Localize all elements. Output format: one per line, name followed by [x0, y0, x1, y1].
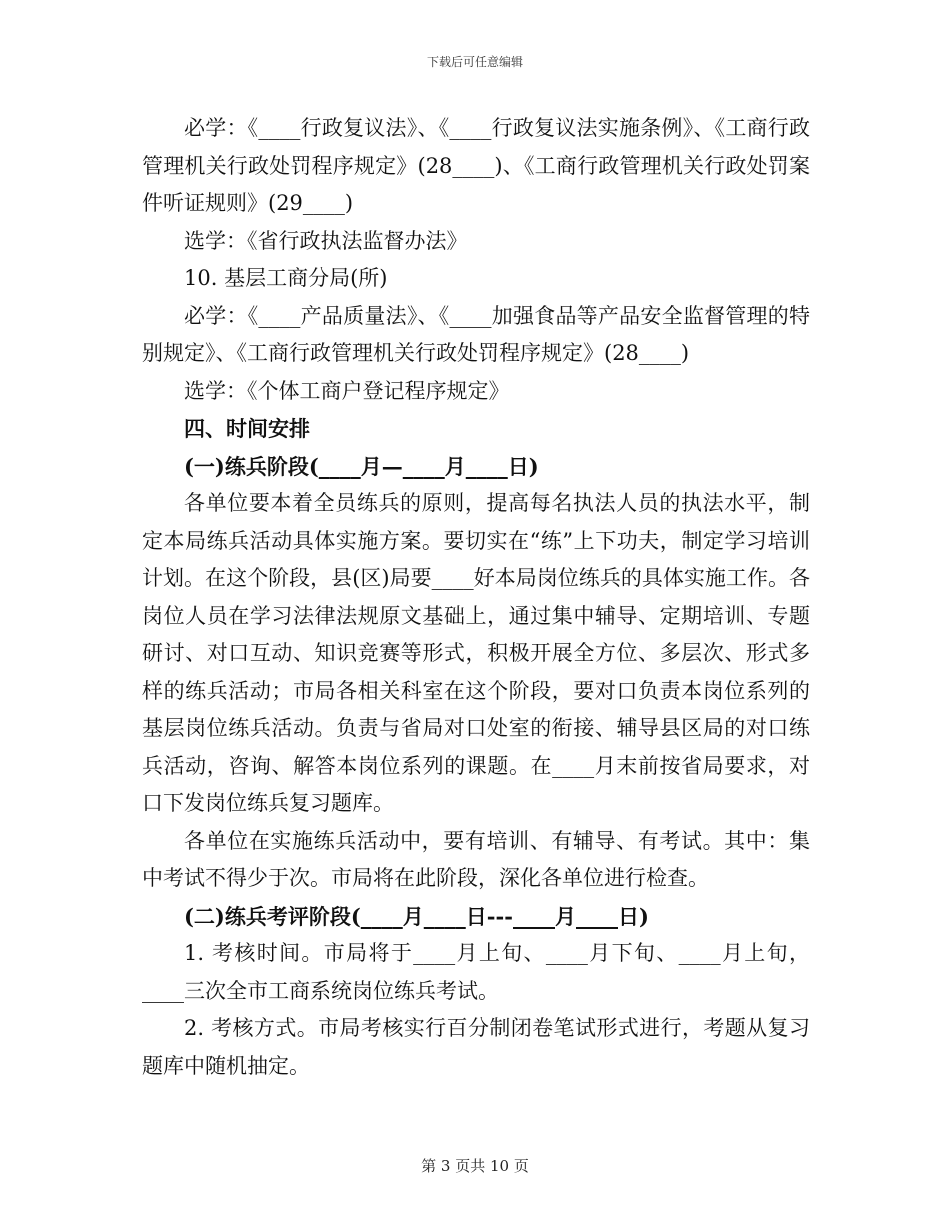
paragraph-training-details: 各单位要本着全员练兵的原则，提高每名执法人员的执法水平，制定本局练兵活动具体实施方案。要切实在“练”上下功夫，制定学习培训计划。在这个阶段，县(区)局要____好本局岗位练兵的具体实施工作。各岗位人员在学习法律法规原文基础上，通过集中辅导、定期培训、专题研讨、对口互动、知识竞赛等形式，积极开展全方位、多层次、形式多样的练兵活动；市局各相关科室在这个阶段，要对口负责本岗位系列的基层岗位练兵活动。负责与省局对口处室的衔接、辅导县区局的对口练兵活动，咨询、解答本岗位系列的课题。在____月末前按省局要求，对口下发岗位练兵复习题库。 — [142, 491, 810, 815]
paragraph-required-laws-2: 必学：《____产品质量法》、《____加强食品等产品安全监督管理的特别规定》、《工商行政管理机关行政处罚程序规定》(28____) — [142, 303, 810, 365]
heading-schedule: 四、时间安排 — [184, 416, 310, 441]
paragraph-optional-laws-2: 选学：《个体工商户登记程序规定》 — [184, 378, 510, 403]
heading-training-phase: (一)练兵阶段(____月—____月____日) — [184, 453, 539, 479]
paragraph-required-laws-1: 必学：《____行政复议法》、《____行政复议法实施条例》、《工商行政管理机关行政处罚程序规定》(28____)、《工商行政管理机关行政处罚案件听证规则》(29____) — [142, 116, 810, 215]
paragraph-exam-time: 1. 考核时间。市局将于____月上旬、____月下旬、____月上旬，____三次全市工商系统岗位练兵考试。 — [142, 941, 810, 1003]
page-header: 下载后可任意编辑 — [426, 55, 523, 69]
heading-evaluation-phase: (二)练兵考评阶段(____月____日---____月____日) — [184, 903, 649, 929]
paragraph-exam-method: 2. 考核方式。市局考核实行百分制闭卷笔试形式进行，考题从复习题库中随机抽定。 — [142, 1016, 810, 1078]
paragraph-training-exams: 各单位在实施练兵活动中，要有培训、有辅导、有考试。其中：集中考试不得少于次。市局将在此阶段，深化各单位进行检查。 — [142, 828, 810, 890]
page-footer: 第 3 页共 10 页 — [421, 1157, 529, 1175]
paragraph-optional-laws-1: 选学：《省行政执法监督办法》 — [184, 228, 468, 253]
document-body — [142, 110, 810, 1085]
paragraph-section-10-title: 10. 基层工商分局(所) — [184, 266, 388, 290]
